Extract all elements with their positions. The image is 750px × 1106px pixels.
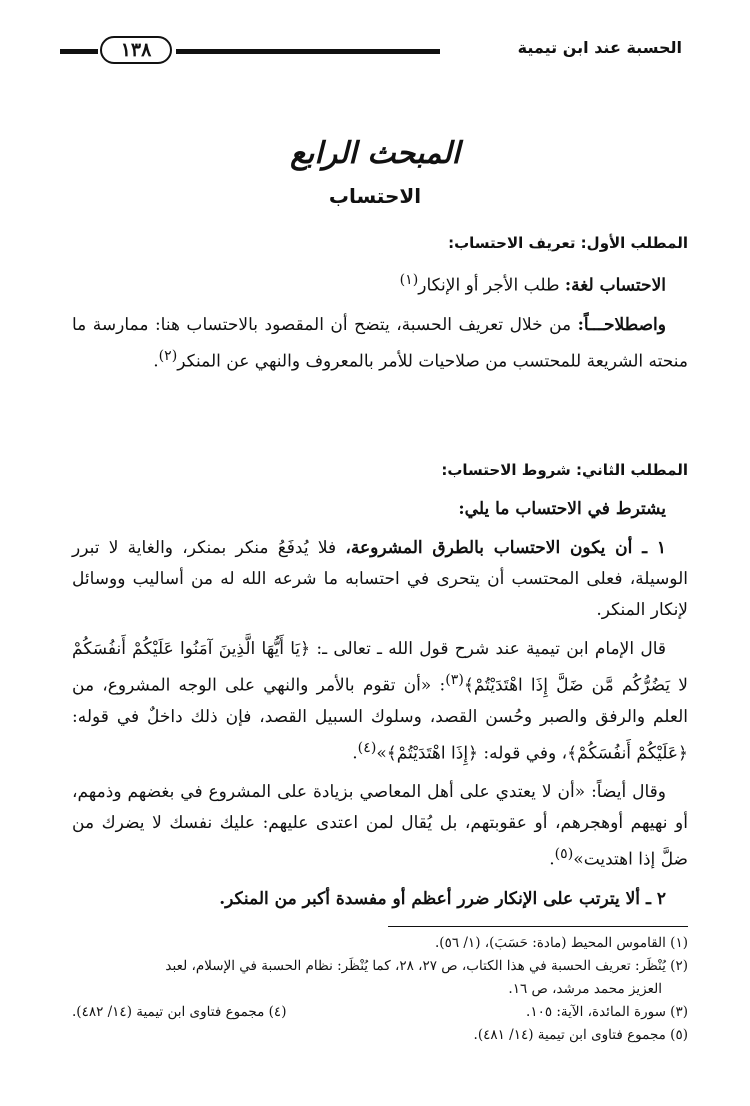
footnote-row-3-4 (72, 1001, 688, 1024)
footnote-ref-3[interactable]: (٣) (445, 672, 464, 688)
footnote-separator (388, 926, 688, 927)
definition-lang-text: طلب الأجر أو الإنكار (418, 275, 565, 296)
quote-1-part-a: قال الإمام ابن تيمية عند شرح قول الله ـ تعالى ـ: ﴿يَا أَيُّهَا الَّذِينَ آمَنُوا عَلَيْكُمْ أَنفُسَكُمْ لا يَضُرُّكُم مَّن ضَلَّ إِذَا اهْتَدَيْتُمْ﴾ (72, 639, 688, 696)
conditions-intro: يشترط في الاحتساب ما يلي: (458, 499, 666, 519)
header-rule-end (60, 49, 98, 54)
chapter-title: المبحث الرابع (290, 136, 460, 171)
quote-2 (72, 777, 688, 876)
quote-1-part-b: : «أن تقوم بالأمر والنهي على الوجه المشروع، من العلم والرفق والصبر وحُسن القصد، وسلوك السبيل القصد، فإن ذلك داخلٌ في قوله: ﴿عَلَيْكُمْ أَنفُسَكُمْ﴾، وفي قوله: ﴿إِذَا اهْتَدَيْتُمْ﴾» (72, 675, 688, 764)
condition-1-text: فلا يُدفَعُ منكر بمنكر، والغاية لا تبرر الوسيلة، فعلى المحتسب أن يتحرى في احتسابه ما شرعه الله له من أساليب ووسائل لإنكار المنكر. (72, 538, 688, 620)
section-1-heading: المطلب الأول: تعريف الاحتساب: (448, 234, 688, 252)
definition-lang (72, 265, 688, 302)
footnote-ref-1[interactable]: (١) (399, 272, 419, 288)
footnote-2: (٢) يُنْظَر: تعريف الحسبة في هذا الكتاب، ص ٢٧، ٢٨، كما يُنْظَر: نظام الحسبة في الإسلام، لعبد (165, 958, 688, 974)
section-2-heading: المطلب الثاني: شروط الاحتساب: (441, 461, 688, 479)
running-header (60, 36, 682, 66)
running-header-title: الحسبة عند ابن تيمية (517, 38, 682, 57)
header-rule (176, 49, 440, 54)
footnote-ref-5[interactable]: (٥) (554, 846, 574, 863)
definition-term-text: من خلال تعريف الحسبة، يتضح أن المقصود بالاحتساب هنا: ممارسة ما منحته الشريعة للمحتسب من صلاحيات للأمر بالمعروف والنهي عن المنكر (72, 314, 688, 372)
chapter-subtitle: الاحتساب (328, 184, 422, 208)
footnotes (72, 932, 688, 1047)
section-1 (72, 228, 688, 377)
footnote-2-continuation: العزيز محمد مرشد، ص ١٦. (508, 981, 662, 997)
condition-1 (72, 533, 688, 626)
quote-1 (72, 634, 688, 769)
definition-lang-label: الاحتساب لغة: (564, 275, 666, 296)
footnote-ref-2[interactable]: (٢) (158, 347, 178, 364)
definition-term (72, 310, 688, 378)
condition-2: ٢ ـ ألا يترتب على الإنكار ضرر أعظم أو مفسدة أكبر من المنكر. (219, 888, 666, 909)
footnote-5: (٥) مجموع فتاوى ابن تيمية (١٤/ ٤٨١). (473, 1027, 688, 1043)
quote-1-end: . (352, 743, 358, 764)
quote-2-end: . (549, 849, 555, 870)
definition-term-end: . (153, 351, 159, 372)
page-number: ١٣٨ (100, 36, 172, 64)
condition-1-label: ١ ـ أن يكون الاحتساب بالطرق المشروعة، (345, 538, 666, 558)
footnote-4: (٤) مجموع فتاوى ابن تيمية (١٤/ ٤٨٢). (72, 1004, 287, 1020)
section-2 (72, 455, 688, 915)
footnote-3: (٣) سورة المائدة، الآية: ١٠٥. (526, 1004, 688, 1020)
footnote-ref-4[interactable]: (٤) (357, 739, 377, 756)
definition-term-label: واصطلاحـــاً: (577, 314, 666, 335)
quote-2-text: وقال أيضاً: «أن لا يعتدي على أهل المعاصي بزيادة على المشروع في بغضهم وذمهم، أو نهيهم أوهجرهم، أو عقوبتهم، بل يُقال لمن اعتدى عليهم: عليك نفسك لا يضرك من ضلَّ إذا اهتديت» (72, 782, 688, 870)
footnote-1: (١) القاموس المحيط (مادة: حَسَبَ)، (١/ ٥٦). (435, 935, 688, 951)
